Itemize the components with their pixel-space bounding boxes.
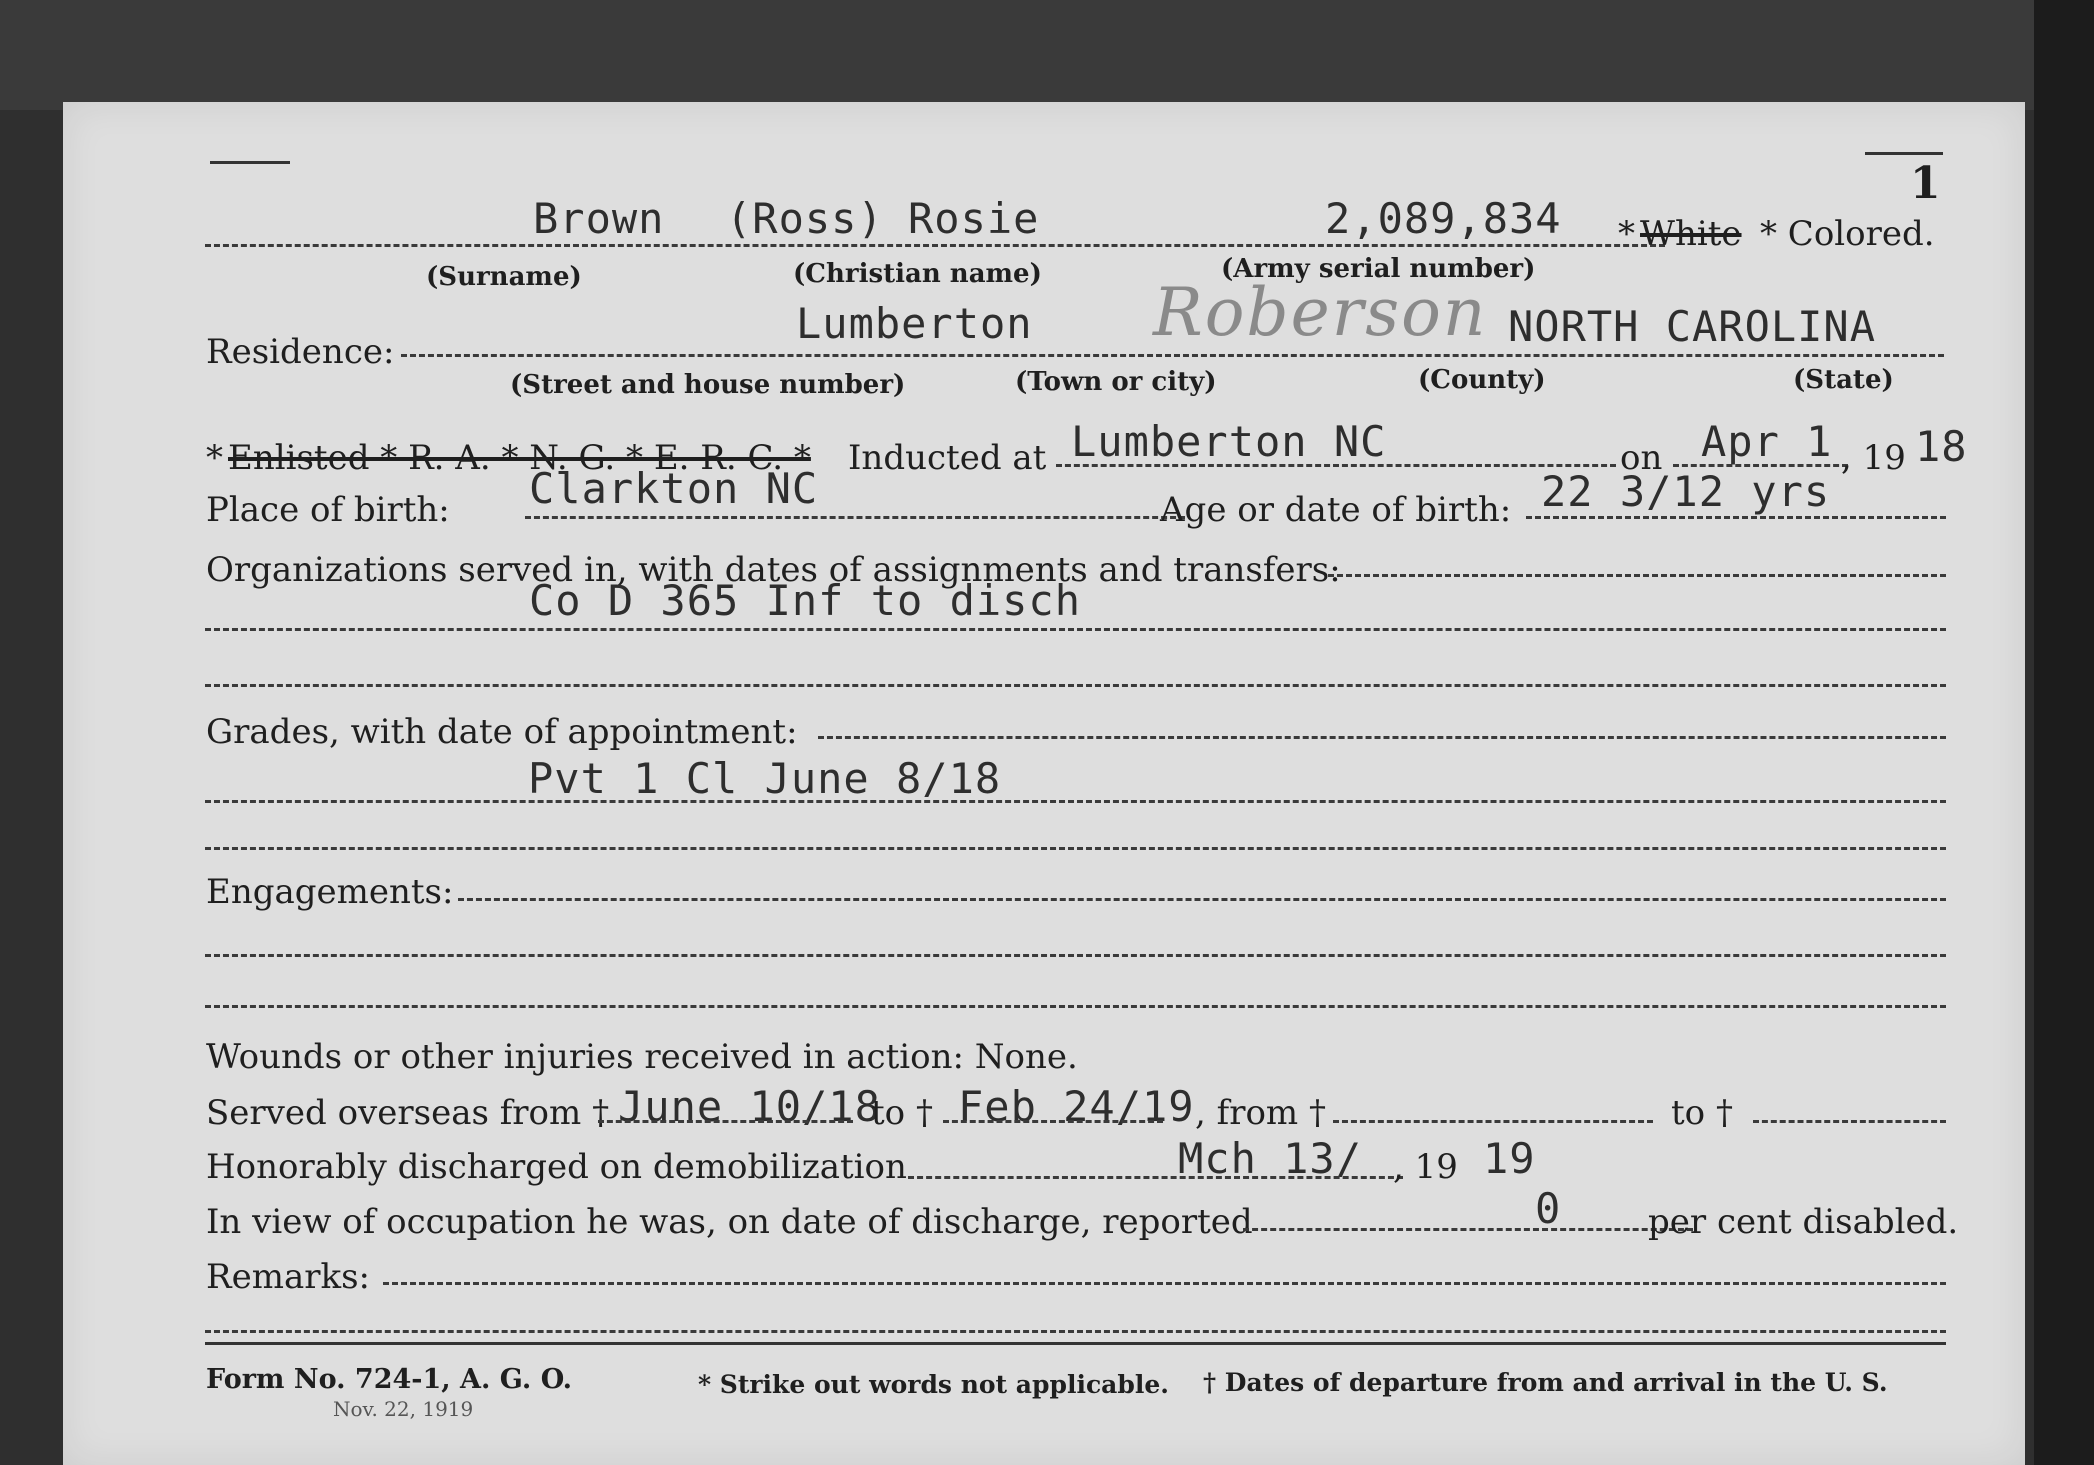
organizations-value: Co D 365 Inf to disch xyxy=(529,576,1082,625)
organizations-line-2 xyxy=(205,628,1946,631)
race-white-struck: White xyxy=(1640,214,1742,254)
induction-prefix: * xyxy=(206,438,223,478)
christian-name-value: Rosie xyxy=(908,194,1040,243)
top-right-rule xyxy=(1865,152,1943,155)
age-value: 22 3/12 yrs xyxy=(1541,467,1831,516)
serial-number-value: 2,089,834 xyxy=(1325,194,1562,243)
label-county: (County) xyxy=(1418,365,1546,395)
footnote-strike-out: * Strike out words not applicable. xyxy=(698,1370,1169,1399)
induction-place: Lumberton NC xyxy=(1071,417,1387,466)
overseas-from-date: June 10/18 xyxy=(618,1082,881,1131)
disability-label: In view of occupation he was, on date of discharge, reported xyxy=(206,1202,1253,1242)
footer-rule xyxy=(205,1342,1946,1345)
engagements-line-1 xyxy=(458,898,1946,901)
residence-state: NORTH CAROLINA xyxy=(1508,302,1877,351)
organizations-line-1 xyxy=(1328,574,1946,577)
discharge-date-line xyxy=(908,1176,1403,1179)
age-line xyxy=(1526,516,1946,519)
wounds-label: Wounds or other injuries received in action: None. xyxy=(206,1037,1078,1077)
grades-line-1 xyxy=(818,736,1946,739)
induction-struck-options: Enlisted * R. A. * N. G. * E. R. C. * xyxy=(228,438,811,478)
overseas-to-label-2: to † xyxy=(1671,1093,1733,1133)
remarks-label: Remarks: xyxy=(206,1257,370,1297)
disability-suffix: per cent disabled. xyxy=(1648,1202,1959,1242)
label-street: (Street and house number) xyxy=(510,370,906,400)
place-of-birth-line xyxy=(525,516,1185,519)
label-town: (Town or city) xyxy=(1015,367,1217,397)
engagements-line-2 xyxy=(205,954,1946,957)
grades-line-3 xyxy=(205,847,1946,850)
organizations-line-3 xyxy=(205,684,1946,687)
engagements-line-3 xyxy=(205,1005,1946,1008)
name-line xyxy=(205,244,1665,247)
place-of-birth-value: Clarkton NC xyxy=(529,464,819,513)
label-surname: (Surname) xyxy=(426,262,582,292)
scan-background-top xyxy=(0,0,2094,110)
overseas-from-label: Served overseas from † xyxy=(206,1093,610,1133)
organizations-label: Organizations served in, with dates of assignments and transfers: xyxy=(206,550,1341,590)
inducted-at-label: Inducted at xyxy=(848,438,1047,478)
grades-line-2 xyxy=(205,800,1946,803)
overseas-from-line xyxy=(598,1120,853,1123)
scan-background-right xyxy=(2034,0,2094,1465)
label-serial-number: (Army serial number) xyxy=(1221,254,1536,284)
age-label: Age or date of birth: xyxy=(1160,490,1512,530)
induction-on-label: on xyxy=(1620,438,1663,478)
engagements-label: Engagements: xyxy=(206,872,454,912)
remarks-line-1 xyxy=(383,1282,1946,1285)
overseas-to-date: Feb 24/19 xyxy=(958,1082,1195,1131)
disability-line xyxy=(1243,1228,1693,1231)
discharge-label: Honorably discharged on demobilization xyxy=(206,1147,907,1187)
overseas-from-label-2: , from † xyxy=(1195,1093,1326,1133)
discharge-date: Mch 13/ xyxy=(1178,1134,1363,1183)
disability-value: 0 xyxy=(1535,1184,1562,1233)
overseas-to-line xyxy=(943,1120,1163,1123)
surname-value: Brown xyxy=(533,194,665,243)
place-of-birth-label: Place of birth: xyxy=(206,490,450,530)
overseas-from-line-2 xyxy=(1333,1120,1653,1123)
overseas-to-line-2 xyxy=(1753,1120,1946,1123)
induction-date: Apr 1 xyxy=(1701,417,1833,466)
induction-place-line xyxy=(1056,464,1616,467)
label-state: (State) xyxy=(1793,365,1894,395)
discharge-year-suffix: 19 xyxy=(1483,1134,1536,1183)
race-marker: * xyxy=(1618,214,1635,254)
overseas-to-label: to † xyxy=(871,1093,933,1133)
residence-line xyxy=(401,354,1944,357)
label-christian-name: (Christian name) xyxy=(793,259,1042,289)
card-number: 1 xyxy=(1910,158,1941,209)
form-date: Nov. 22, 1919 xyxy=(333,1397,474,1421)
residence-label: Residence: xyxy=(206,332,395,372)
service-record-card xyxy=(63,102,2025,1465)
footnote-dates: † Dates of departure from and arrival in the U. S. xyxy=(1203,1368,1888,1397)
induction-year-prefix: , 19 xyxy=(1841,438,1906,478)
grades-label: Grades, with date of appointment: xyxy=(206,712,798,752)
grades-value: Pvt 1 Cl June 8/18 xyxy=(528,754,1002,803)
discharge-year-prefix: , 19 xyxy=(1393,1147,1458,1187)
residence-county-handwritten: Roberson xyxy=(1153,274,1488,351)
alias-value: (Ross) xyxy=(726,194,884,243)
form-number: Form No. 724-1, A. G. O. xyxy=(206,1364,573,1395)
race-colored: * Colored. xyxy=(1760,214,1935,254)
residence-town: Lumberton xyxy=(796,299,1033,348)
induction-year-suffix: 18 xyxy=(1915,422,1968,471)
top-left-rule xyxy=(210,161,290,164)
remarks-line-2 xyxy=(205,1330,1946,1333)
